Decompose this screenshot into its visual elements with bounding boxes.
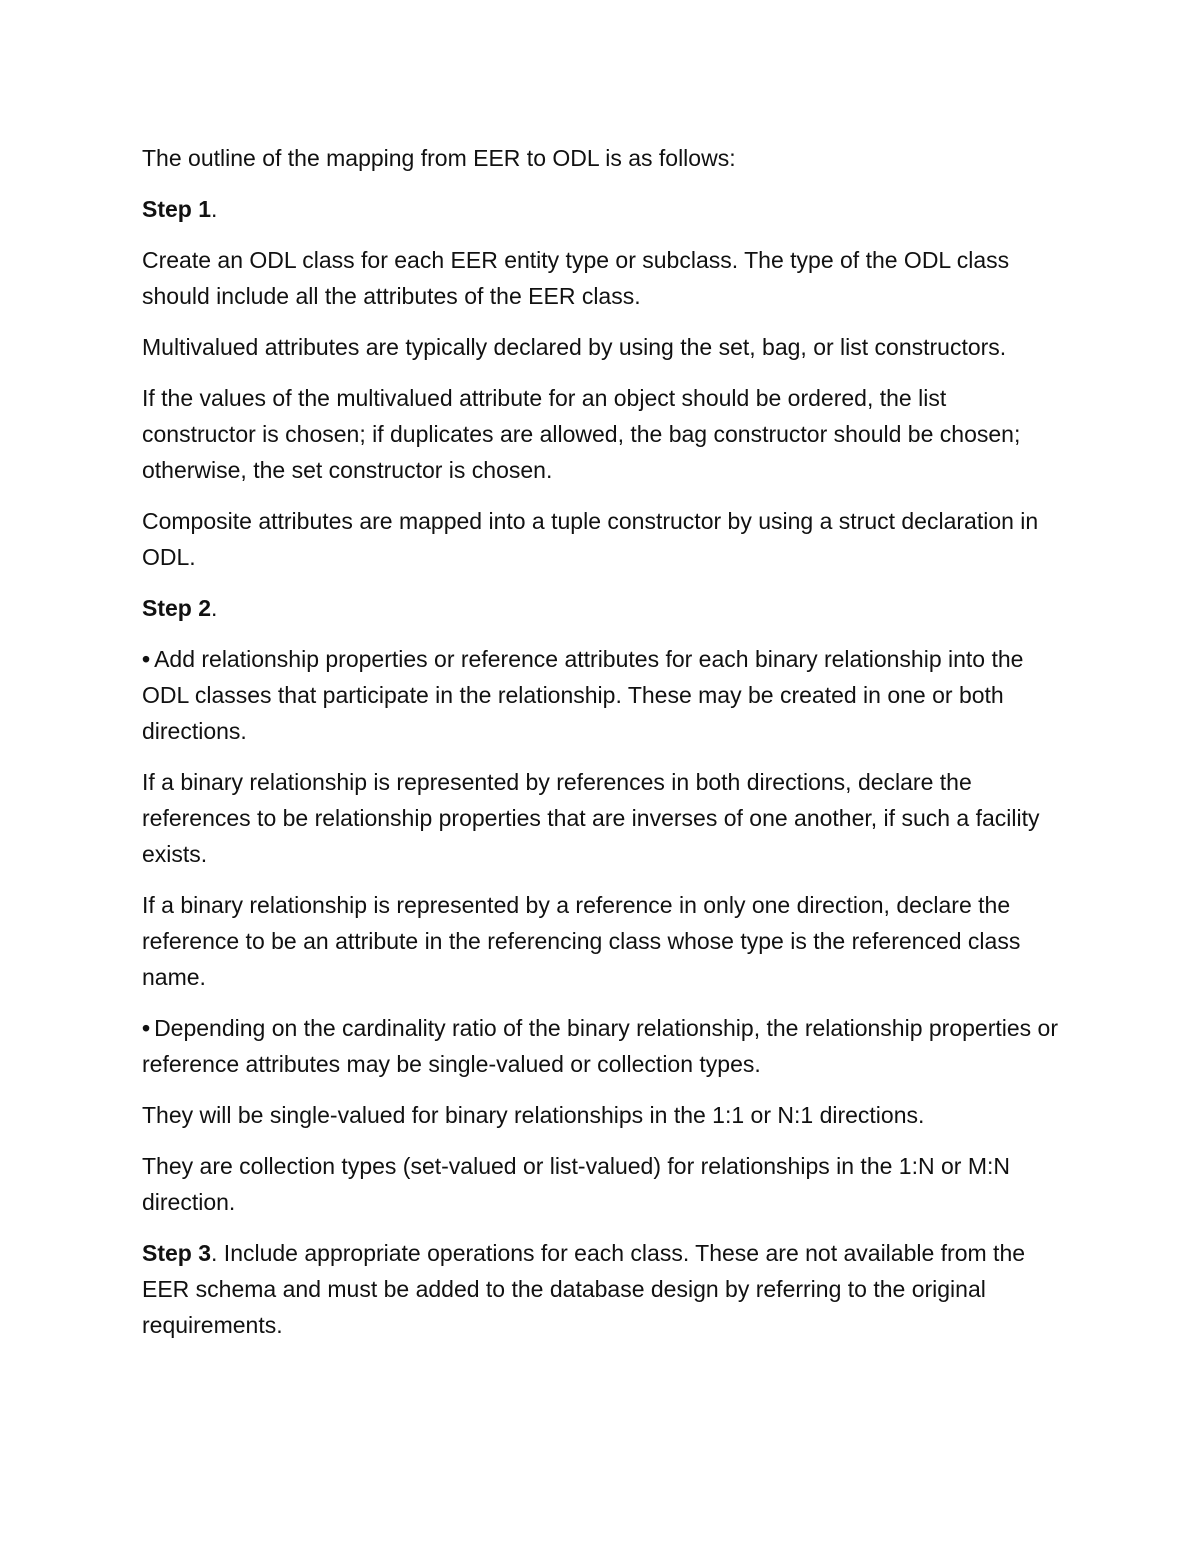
bullet-icon: • — [142, 646, 151, 672]
step3-label: Step 3 — [142, 1240, 212, 1266]
intro-paragraph: The outline of the mapping from EER to ODL is as follows: — [142, 145, 736, 171]
step1-paragraph: Composite attributes are mapped into a tuple constructor by using a struct declaration in ODL. — [142, 508, 1039, 570]
step2-bullet-text: Add relationship properties or reference attributes for each binary relationship into the ODL classes that participate in the relationship. These may be created in one or both directions. — [142, 646, 1024, 744]
step2-bullet-item — [142, 1010, 1062, 1082]
step2-bullet-item — [142, 641, 1062, 749]
step2-paragraph: They will be single-valued for binary relationships in the 1:1 or N:1 directions. — [142, 1102, 925, 1128]
step1-paragraph: Create an ODL class for each EER entity type or subclass. The type of the ODL class should include all the attributes of the EER class. — [142, 247, 1010, 309]
step1-label: Step 1 — [142, 196, 212, 222]
step3-text: Include appropriate operations for each class. These are not available from the EER schema and must be added to the database design by referring to the original requirements. — [142, 1240, 1026, 1338]
step1-paragraph: If the values of the multivalued attribute for an object should be ordered, the list constructor is chosen; if duplicates are allowed, the bag constructor should be chosen; otherwise, the set constructor is chosen. — [142, 385, 1021, 483]
step1-paragraph: Multivalued attributes are typically declared by using the set, bag, or list constructors. — [142, 334, 1007, 360]
step3-paragraph — [142, 1235, 1062, 1343]
step1-heading — [142, 191, 1062, 227]
step2-bullet-text: Depending on the cardinality ratio of the binary relationship, the relationship properties or reference attributes may be single-valued or collection types. — [142, 1015, 1058, 1077]
step2-paragraph: If a binary relationship is represented by a reference in only one direction, declare the reference to be an attribute in the referencing class whose type is the referenced class name. — [142, 892, 1021, 990]
bullet-icon: • — [142, 1015, 151, 1041]
step2-label-suffix: . — [211, 595, 218, 621]
step1-label-suffix: . — [211, 196, 218, 222]
step2-paragraph: If a binary relationship is represented by references in both directions, declare the references to be relationship properties that are inverses of one another, if such a facility exists. — [142, 769, 1040, 867]
step2-heading — [142, 590, 1062, 626]
document-body — [142, 140, 1062, 1358]
step2-paragraph: They are collection types (set-valued or list-valued) for relationships in the 1:N or M:N direction. — [142, 1153, 1010, 1215]
step3-label-suffix: . — [211, 1240, 218, 1266]
step2-label: Step 2 — [142, 595, 212, 621]
